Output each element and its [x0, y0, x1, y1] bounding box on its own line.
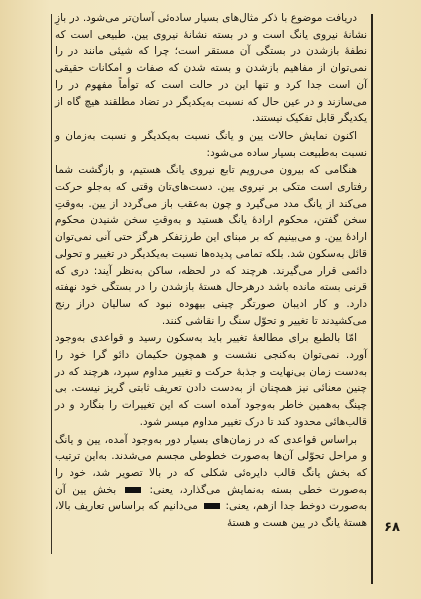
paragraph [55, 162, 367, 329]
text-line: یانگ و مراحل تحوّلی آن‌ها به‌صورت خطوطی مجسم می‌شدند. به‌این ترتیب [55, 433, 367, 463]
text-line: براساس قواعدی که در زمان‌های بسیار دور به‌وجود آمده، یین و [77, 433, 357, 446]
text-line: آن است جدا کرد و تنها این در حالت است که توأماً مفهوم در را می‌سازند و [55, 78, 367, 108]
text-line: زمان بی‌نهایت و جذبهٔ حرکت و تغییر مداوم سپرد، هرچند که در چنین معنائی [55, 365, 368, 395]
text-line: هنگامی که بیرون می‌رویم تابع نیروی یانگ هستیم، و بازگشت [78, 164, 357, 177]
paragraph [55, 128, 367, 161]
text-line: جدا ازهم، یعنی: [202, 500, 296, 512]
text-line: سنگ را نقاشی کنند. [161, 314, 251, 327]
text-line: اکنون نمایش حالات یین و یانگ نسبت به‌یکدیگر و نسبت به‌زمان و [55, 129, 357, 142]
text-line: است که نطفهٔ باز‌شدن در بستگی آن مستقر است؛ چرا که شیئی مانند [55, 28, 368, 58]
text-line: تفکیک نیستند. [251, 112, 313, 125]
text-line: نیز همچنان از به‌دست دادن تعریف ثابتی گریز نیست. بی چینگ به‌همین [55, 382, 368, 412]
text-line: مانده باشد درهرحال هستهٔ بازشدن را در بستگی خود نهفته دارد. و کار ادیبان [55, 281, 368, 310]
body-text [55, 10, 367, 590]
paragraph [55, 330, 367, 430]
text-line: خاطر به‌وجود آمده است که این تغییرات را بنگارد و در قالب‌هائی محدود کند [55, 399, 367, 428]
text-line: تا درک تغییر مداوم میسر شود. [139, 415, 274, 428]
text-line: می‌دانیم که براساس تعاریف بالا، هستهٔ یانگ در یین هست و هستهٔ [55, 500, 367, 530]
text-line: یین. و می‌بینیم که بر مبنای این طرزتفکر هرگز حتی آنی نمی‌توان قائل [55, 231, 367, 260]
text-line: که بخش یانگ قالب دایره‌ئی شکلی که در بالا تصویر شد، خود را به‌صورت [55, 466, 367, 496]
text-line: در بازِ نشانهٔ نیروی یانگ است و در بسته نشانهٔ نیروی یین. طبیعی [55, 12, 368, 41]
paragraph [55, 10, 367, 127]
text-line: نسبت به‌طبیعت بسیار ساده می‌شود: [206, 146, 367, 159]
text-line: در عین حال که نسبت به‌یکدیگر در تضاد مطلقند هیچ گاه از یکدیگر قابل [55, 95, 367, 125]
right-margin-rule [371, 14, 373, 584]
text-line: در را نمی‌توان از مفاهیم باز‌شدن و بسته شدن که صفات و امکانات حقیقی [55, 45, 367, 75]
paragraph [55, 432, 367, 532]
text-line: می‌کند از یانگ مدد می‌گیرد و چون به‌عقب باز می‌گردد از یین. به‌وقتِ [55, 197, 367, 210]
text-line: قرار می‌گیرند. هرچند که در لحظه، ساکن به‌نظر آیند: دری که قرنی بسته [55, 264, 367, 294]
solid-line-symbol [125, 487, 141, 493]
solid-line-symbol [204, 503, 220, 509]
text-line: صورتگر چینی بیهوده نبود که سالیان دراز رنج می‌کشیدند تا تغییر و تحوّل [55, 297, 367, 327]
text-line: شما رفتاری است متکی بر نیروی یین. دست‌های‌تان وقتی که به‌جلو حرکت [55, 164, 367, 194]
text-line: دریافت موضوع با ذکر مثال‌های بسیار ساده‌ئی آسان‌تر می‌شود. [82, 12, 357, 24]
text-line: به‌سکون شد. بلکه تمامی پدیده‌ها نسبت به‌یکدیگر در تغییر و تحولی دائمی [55, 247, 367, 277]
left-margin-rule [51, 14, 52, 554]
text-line: خطی بسته به‌نمایش می‌گذارد، یعنی: بخش یین آن به‌صورت دوخط [55, 483, 368, 513]
text-line: سخن گفتن، محکوم ارادهٔ یانگ هستید و به‌وقتِ سخن شنیدن محکوم ارادهٔ [55, 214, 367, 244]
text-line: آورد. نمی‌توان به‌کنجی نشست و همچون حکیمان دائو گرا خود را به‌دست [55, 349, 368, 378]
page-number: ۶۸ [384, 520, 400, 535]
text-line: امّا بالطبع برای مطالعهٔ تغییر باید به‌سکون رسید و قواعدی به‌وجود [55, 332, 357, 345]
